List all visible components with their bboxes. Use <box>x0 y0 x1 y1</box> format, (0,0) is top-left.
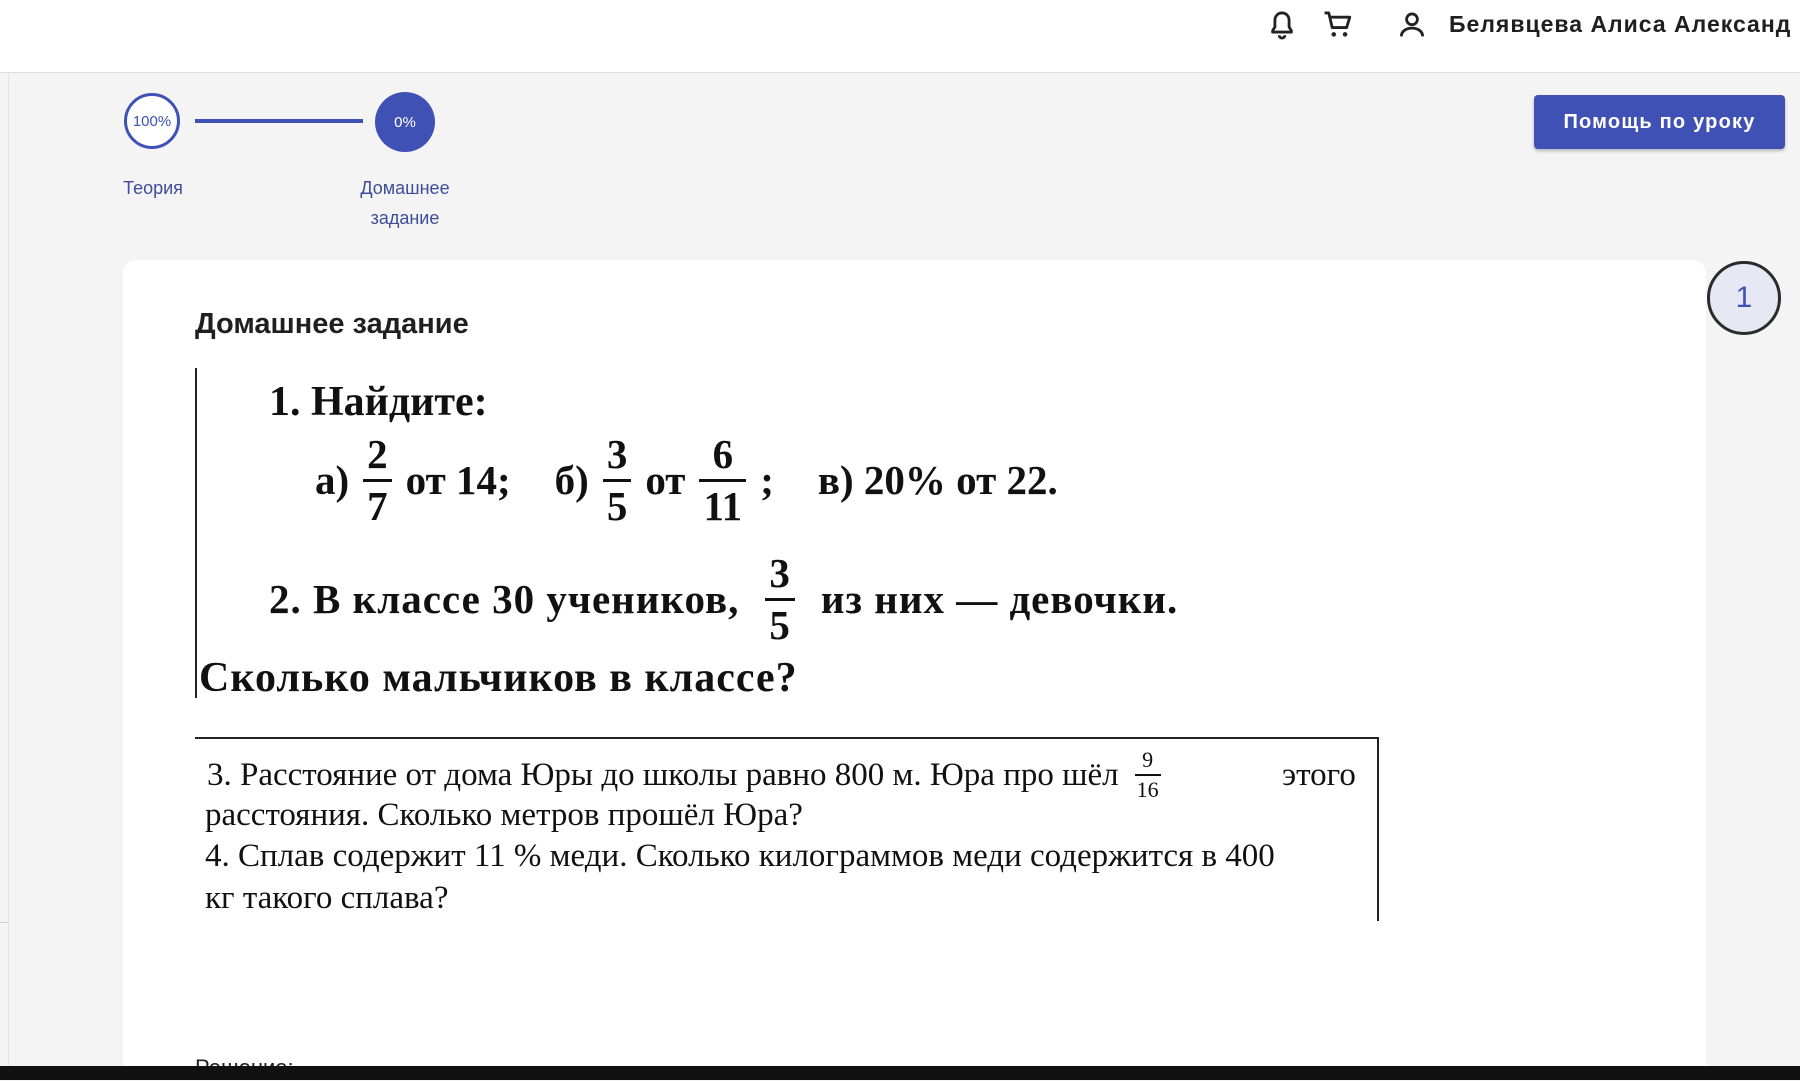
step-homework-circle[interactable]: 0% <box>375 92 435 152</box>
top-bar <box>0 0 1800 73</box>
problem3-line1 <box>207 745 1356 805</box>
step-homework-label-line1: Домашнее <box>360 178 450 198</box>
fraction-numerator: 6 <box>712 430 734 477</box>
left-divider <box>8 74 9 1080</box>
fraction-numerator: 3 <box>606 430 628 477</box>
fraction-denominator: 5 <box>765 598 795 646</box>
bell-icon[interactable] <box>1265 8 1299 42</box>
left-divider-mark <box>0 922 8 923</box>
fraction-2-7 <box>363 430 392 529</box>
problem2-start: 2. В классе 30 учеников, <box>269 576 740 622</box>
fraction-denominator: 5 <box>603 479 632 527</box>
problem1-items <box>315 426 1058 534</box>
problem1-a-label: а) <box>315 457 350 503</box>
fraction-numerator: 3 <box>769 549 791 596</box>
problem4-line2: кг такого сплава? <box>205 880 449 916</box>
problems-image-1 <box>195 368 1347 701</box>
problem3-line2: расстояния. Сколько метров прошёл Юра? <box>205 797 803 833</box>
step-theory-circle[interactable]: 100% <box>124 93 180 149</box>
problem4-line1: 4. Сплав содержит 11 % меди. Сколько килограммов меди содержится в 400 <box>205 838 1275 874</box>
problem1-heading: 1. Найдите: <box>269 379 488 425</box>
fraction-denominator: 16 <box>1135 774 1161 801</box>
section-title: Домашнее задание <box>195 308 469 340</box>
fraction-3-5 <box>603 430 632 529</box>
task-number-badge[interactable]: 1 <box>1707 261 1781 335</box>
problems-image-2 <box>195 737 1379 921</box>
problem2-end: из них — девочки. <box>820 576 1179 622</box>
step-homework-label-line2: задание <box>370 208 440 228</box>
problem1-c-text: в) 20% от 22. <box>817 457 1058 503</box>
fraction-numerator: 2 <box>367 430 388 477</box>
problem1-b-mid: от <box>645 457 686 503</box>
cart-icon[interactable] <box>1321 8 1355 42</box>
user-icon[interactable] <box>1395 8 1429 42</box>
step-theory-label[interactable]: Теория <box>123 178 183 198</box>
problem2-statement <box>269 542 1178 656</box>
lesson-help-button[interactable]: Помощь по уроку <box>1534 95 1785 149</box>
bottom-bar <box>0 1066 1800 1080</box>
problem1-b-label: б) <box>554 457 589 503</box>
step-homework-label[interactable] <box>345 173 465 233</box>
problem1-a-tail: от 14; <box>405 457 511 503</box>
fraction-numerator: 9 <box>1142 747 1154 772</box>
fraction-9-16 <box>1135 749 1161 801</box>
problem1-b-tail: ; <box>760 457 774 503</box>
fraction-denominator: 7 <box>363 479 392 527</box>
fraction-6-11 <box>699 430 746 529</box>
user-name[interactable]: Белявцева Алиса Александ <box>1449 11 1792 37</box>
stepper-connector <box>195 119 363 123</box>
fraction-3-5 <box>765 549 795 648</box>
problem2-question: Сколько мальчиков в классе? <box>199 655 798 701</box>
fraction-denominator: 11 <box>699 479 746 527</box>
problem3-start: 3. Расстояние от дома Юры до школы равно 800 м. Юра про шёл <box>207 756 1119 793</box>
problem3-end: этого <box>1282 756 1356 793</box>
